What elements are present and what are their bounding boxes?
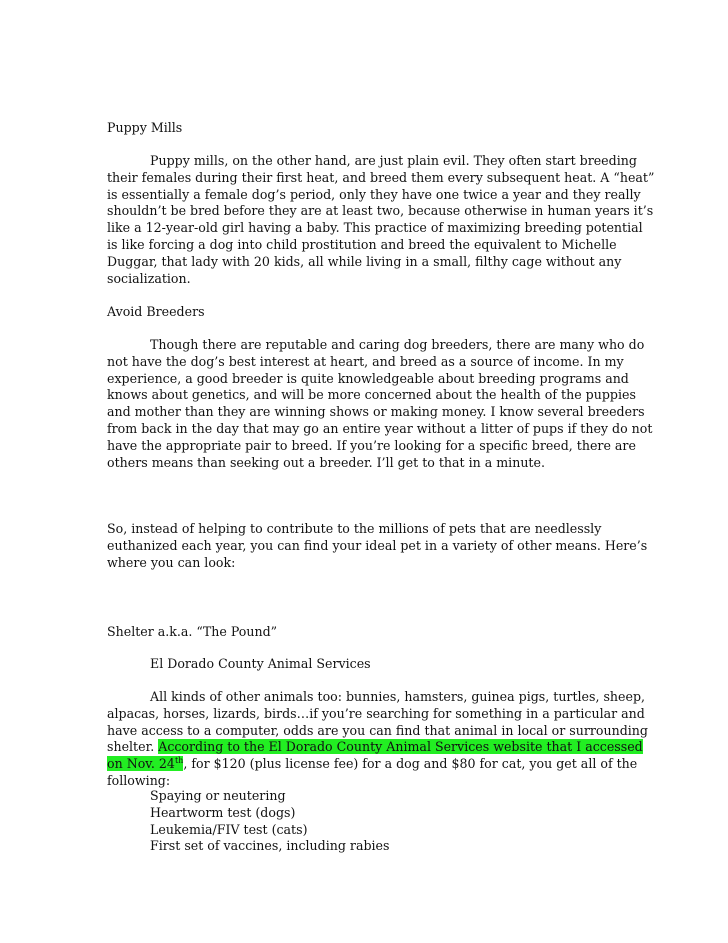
text-line: have access to a computer, odds are you can find that animal in local or surrounding	[107, 722, 648, 738]
text-line: All kinds of other animals too: bunnies, hamsters, guinea pigs, turtles, sheep,	[150, 689, 646, 704]
text-line: Though there are reputable and caring dog breeders, there are many who do	[150, 337, 645, 352]
list-item: First set of vaccines, including rabies	[150, 838, 390, 854]
text-line: like a 12-year-old girl having a baby. This practice of maximizing breeding potential	[107, 220, 643, 236]
text-line	[107, 756, 638, 773]
text-line: is like forcing a dog into child prostitution and breed the equivalent to Michelle	[107, 236, 617, 252]
text-line: others means than seeking out a breeder. I’ll get to that in a minute.	[107, 454, 545, 470]
text-line: have the appropriate pair to breed. If you’re looking for a specific breed, there are	[107, 437, 636, 453]
paragraph-instead	[107, 521, 648, 571]
paragraph-shelter	[107, 689, 648, 790]
highlighted-text: According to the El Dorado County Animal Services website that I accessed	[158, 739, 643, 755]
highlighted-date: on Nov. 24	[107, 756, 175, 772]
text-line: where you can look:	[107, 554, 236, 570]
text-line: from back in the day that may go an entire year without a litter of pups if they do not	[107, 420, 653, 436]
services-list	[150, 788, 389, 855]
paragraph-avoid-breeders	[107, 337, 653, 471]
heading-shelter: Shelter a.k.a. “The Pound”	[107, 624, 278, 639]
text-line: socialization.	[107, 270, 191, 286]
text-line: shouldn’t be bred before they are at least two, because otherwise in human years it’s	[107, 203, 654, 219]
list-item: Spaying or neutering	[150, 788, 286, 803]
text-line: So, instead of helping to contribute to the millions of pets that are needlessly	[107, 521, 602, 536]
heading-puppy-mills: Puppy Mills	[107, 120, 183, 135]
text-line: alpacas, horses, lizards, birds…if you’re searching for something in a particular and	[107, 705, 645, 721]
text-line: not have the dog’s best interest at heart, and breed as a source of income. In my	[107, 353, 624, 369]
text-line: experience, a good breeder is quite knowledgeable about breeding programs and	[107, 370, 629, 386]
text-line: Duggar, that lady with 20 kids, all while living in a small, filthy cage without any	[107, 253, 622, 269]
list-item: Leukemia/FIV test (cats)	[150, 821, 308, 837]
text-plain: , for $120 (plus license fee) for a dog and $80 for cat, you get all of the	[183, 756, 638, 772]
heading-avoid-breeders: Avoid Breeders	[107, 304, 205, 319]
text-line	[107, 739, 643, 756]
text-line: euthanized each year, you can find your ideal pet in a variety of other means. Here’s	[107, 537, 648, 553]
subheading-el-dorado: El Dorado County Animal Services	[150, 656, 371, 671]
list-item: Heartworm test (dogs)	[150, 804, 296, 820]
text-line: knows about genetics, and will be more concerned about the health of the puppies	[107, 387, 636, 403]
paragraph-puppy-mills	[107, 153, 655, 287]
text-line: following:	[107, 772, 171, 788]
ordinal-suffix: th	[174, 756, 184, 766]
text-line: and mother than they are winning shows or making money. I know several breeders	[107, 404, 645, 420]
text-line: their females during their first heat, and breed them every subsequent heat. A “heat”	[107, 169, 655, 185]
highlighted-text	[107, 756, 183, 771]
text-line: Puppy mills, on the other hand, are just plain evil. They often start breeding	[150, 153, 637, 168]
text-plain: shelter.	[107, 739, 159, 755]
text-line: is essentially a female dog’s period, only they have one twice a year and they really	[107, 186, 641, 202]
